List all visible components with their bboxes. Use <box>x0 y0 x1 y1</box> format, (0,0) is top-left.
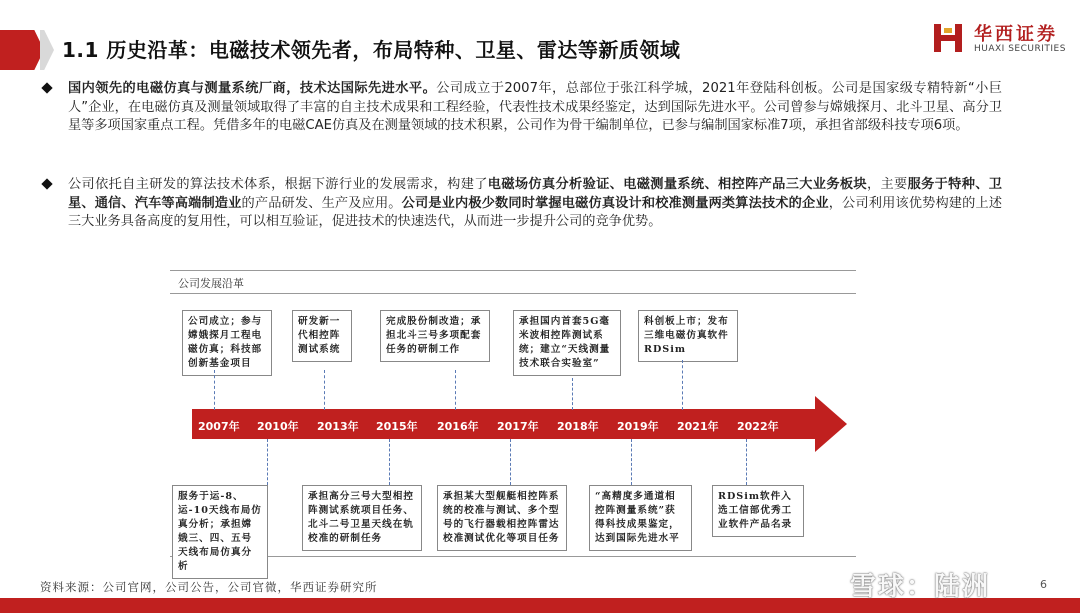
event-card-top: 科创板上市；发布三维电磁仿真软件RDSim <box>638 310 738 362</box>
bullet-2-seg-1: 公司依托自主研发的算法技术体系，根据下游行业的发展需求，构建了 <box>68 177 488 192</box>
event-card-bottom: 承担某大型舰艇相控阵系统的校准与测试、多个型号的飞行器载相控阵雷达校准测试优化等项目任务 <box>437 485 567 551</box>
bullet-2-highlight-1: 电磁场仿真分析验证、电磁测量系统、相控阵产品三大业务板块 <box>487 177 867 192</box>
page-title: 1.1 历史沿革：电磁技术领先者，布局特种、卫星、雷达等新质领域 <box>62 38 681 62</box>
bullet-2-highlight-3: 公司是业内极少数同时掌握电磁仿真设计和校准测量两类算法技术的企业 <box>401 195 829 211</box>
logo-english-name: HUAXI SECURITIES <box>974 44 1066 54</box>
event-card-bottom: “高精度多通道相控阵测量系统”获得科技成果鉴定，达到国际先进水平 <box>589 485 692 551</box>
watermark: 雪球：陆洲 <box>850 572 991 602</box>
connector-line <box>682 360 683 410</box>
event-card-top: 公司成立；参与嫦娥探月工程电磁仿真；科技部创新基金项目 <box>182 310 272 376</box>
page-number: 6 <box>1040 578 1047 591</box>
title-accent-bar <box>0 30 44 70</box>
bullet-2-seg-3: ，主要 <box>866 177 908 192</box>
connector-line <box>572 378 573 410</box>
year-label: 2019年 <box>617 420 659 433</box>
connector-line <box>455 370 456 410</box>
bullet-2-highlight-2: 服务于特种、卫星、通信、汽车等高端制造业 <box>68 177 1002 211</box>
timeline-header-label: 公司发展沿革 <box>178 277 244 290</box>
source-note: 资料来源：公司官网，公司公告，公司官微，华西证券研究所 <box>40 580 378 594</box>
event-card-top: 研发新一代相控阵测试系统 <box>292 310 352 362</box>
bullet-1-highlight: 国内领先的电磁仿真与测量系统厂商，技术达国际先进水平。 <box>68 81 437 96</box>
connector-line <box>267 439 268 485</box>
event-card-bottom: 服务于运-8、运-10天线布局仿真分析；承担嫦娥三、四、五号天线布局仿真分析 <box>172 485 268 579</box>
bullet-2-text <box>68 176 1002 232</box>
timeline-header <box>170 270 856 294</box>
year-label: 2021年 <box>677 420 719 433</box>
year-label: 2015年 <box>376 420 418 433</box>
bullet-1-body: 公司成立于2007年，总部位于张江科学城，2021年登陆科创板。公司是国家级专精特新“小巨人”企业，在电磁仿真及测量领域取得了丰富的自主技术成果和工程经验，代表性技术成果经鉴定，达到国际先进水平。公司曾参与嫦娥探月、北斗卫星、高分卫星等多项国家重点工程。凭借多年的电磁CAE仿真及在测量领域的技术积累，公司作为骨干编制单位，已参与编制国家标准7项，承担省部级科技专项6项。 <box>68 81 1003 133</box>
huaxi-logo <box>930 18 1070 62</box>
bullet-2-seg-7: ，公司利用该优势构建的上述三大业务具备高度的复用性，可以相互验证，促进技术的快速迭代，从而进一步提升公司的竞争优势。 <box>68 195 1003 229</box>
title-accent-tip <box>40 30 54 70</box>
bullet-2-seg-5: 的产品研发、生产及应用。 <box>241 195 402 211</box>
bullet-1 <box>42 80 1002 136</box>
bullet-1-text <box>68 80 1002 136</box>
huaxi-logo-icon <box>930 20 966 56</box>
bullet-2 <box>42 176 1002 232</box>
year-label: 2007年 <box>198 420 240 433</box>
logo-chinese-name: 华西证券 <box>974 24 1058 45</box>
year-label: 2010年 <box>257 420 299 433</box>
event-card-bottom: 承担高分三号大型相控阵测试系统项目任务、北斗二号卫星天线在轨校准的研制任务 <box>302 485 422 551</box>
year-label: 2018年 <box>557 420 599 433</box>
event-card-top: 完成股份制改造；承担北斗三号多项配套任务的研制工作 <box>380 310 490 362</box>
connector-line <box>746 439 747 485</box>
connector-line <box>389 439 390 485</box>
bullet-diamond-icon <box>41 178 52 189</box>
timeline-arrow-head <box>815 396 847 452</box>
year-label: 2022年 <box>737 420 779 433</box>
year-label: 2013年 <box>317 420 359 433</box>
year-label: 2016年 <box>437 420 479 433</box>
connector-line <box>510 439 511 485</box>
event-card-bottom: RDSim软件入选工信部优秀工业软件产品名录 <box>712 485 804 537</box>
connector-line <box>324 370 325 410</box>
timeline-bottom-rule <box>170 556 856 557</box>
bullet-diamond-icon <box>41 82 52 93</box>
event-card-top: 承担国内首套5G毫米波相控阵测试系统；建立“天线测量技术联合实验室” <box>513 310 621 376</box>
connector-line <box>214 370 215 410</box>
connector-line <box>631 439 632 485</box>
year-label: 2017年 <box>497 420 539 433</box>
